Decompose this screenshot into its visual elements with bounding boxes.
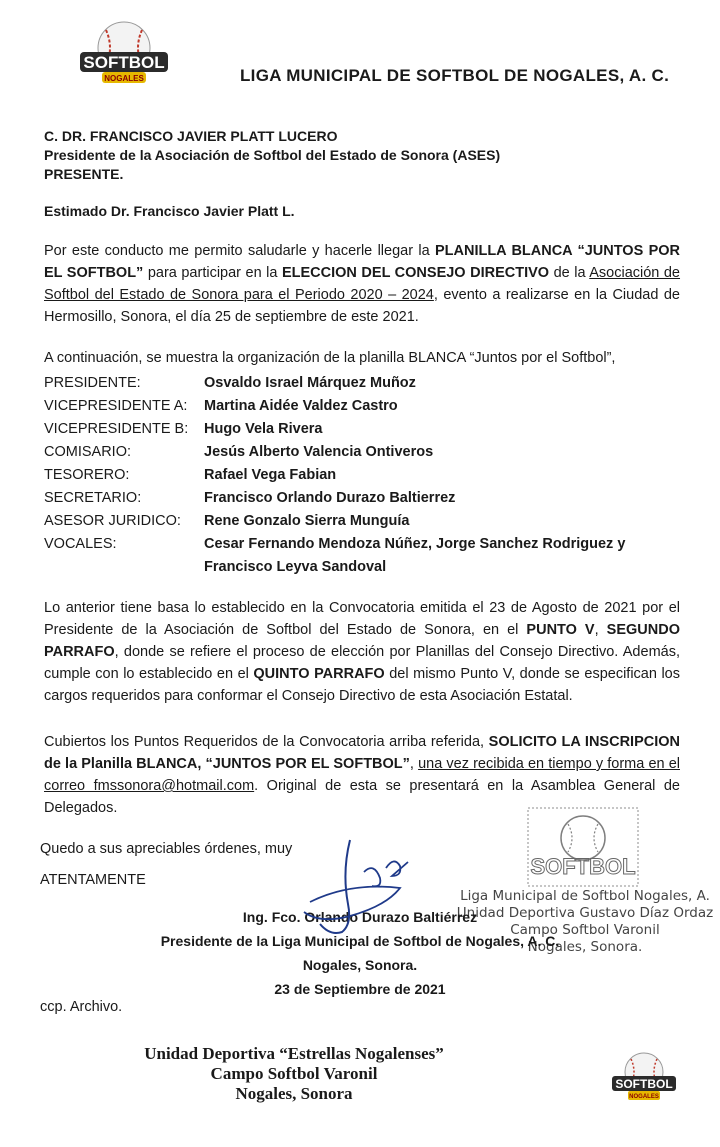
officer-name: Cesar Fernando Mendoza Núñez, Jorge Sanchez Rodriguez y Francisco Leyva Sandoval — [204, 536, 626, 575]
officer-row — [44, 487, 694, 510]
officer-row — [44, 533, 694, 579]
text-run: Por este conducto me permito saludarle y hacerle llegar la — [44, 243, 435, 259]
signer-name: Ing. Fco. Orlando Durazo Baltiérrez — [242, 909, 478, 925]
footer-line: Nogales, Sonora — [235, 1084, 353, 1103]
planilla-name: PLANILLA BLANCA “JUNTOS POR EL SOFTBOL” — [44, 243, 680, 281]
paragraph-intro — [44, 240, 680, 328]
officer-role: SECRETARIO: — [44, 490, 142, 506]
email-reference: una vez recibida en tiempo y forma en el correo fmssonora@hotmail.com — [44, 756, 680, 794]
handwritten-signature — [290, 832, 430, 942]
officer-name: Osvaldo Israel Márquez Muñoz — [204, 375, 416, 391]
officer-row — [44, 395, 694, 418]
signer-title: Presidente de la Liga Municipal de Softbol de Nogales, A. C. — [160, 933, 560, 949]
paragraph-organization: A continuación, se muestra la organización de la planilla BLANCA “Juntos por el Softbol”, — [44, 350, 616, 366]
softbol-logo — [74, 18, 174, 90]
officers-list — [44, 372, 694, 579]
officer-role: VICEPRESIDENTE B: — [44, 421, 189, 437]
signer-city: Nogales, Sonora. — [302, 957, 418, 973]
letterhead-title: LIGA MUNICIPAL DE SOFTBOL DE NOGALES, A. C. — [240, 66, 670, 85]
officer-row — [44, 510, 694, 533]
addressee-title: Presidente de la Asociación de Softbol del Estado de Sonora (ASES) — [44, 147, 501, 163]
addressee-presente: PRESENTE. — [44, 166, 124, 182]
election-name: ELECCION DEL CONSEJO DIRECTIVO — [281, 265, 550, 281]
officer-row — [44, 441, 694, 464]
stamp-line: Liga Municipal de Softbol Nogales, A. — [460, 888, 710, 904]
addressee-block — [44, 127, 500, 184]
svg-text:NOGALES: NOGALES — [104, 74, 144, 83]
officer-name: Rafael Vega Fabian — [204, 467, 337, 483]
officer-role: VOCALES: — [44, 536, 117, 552]
svg-text:SOFTBOL: SOFTBOL — [530, 854, 636, 879]
text-run: , donde se refiere el proceso de elección por Planillas del Consejo Directivo. Además, cumple con lo establecido en el — [44, 644, 680, 682]
stamp-line: Unidad Deportiva Gustavo Díaz Ordaz — [456, 905, 714, 921]
segundo-parrafo: SEGUNDO PARRAFO — [44, 622, 680, 660]
stamp-line: Nogales, Sonora. — [527, 939, 643, 955]
paragraph-basis — [44, 597, 680, 707]
officer-role: COMISARIO: — [44, 444, 132, 460]
svg-text:NOGALES: NOGALES — [629, 1094, 659, 1100]
officer-row — [44, 464, 694, 487]
footer-address — [114, 1044, 474, 1104]
officer-role: PRESIDENTE: — [44, 375, 141, 391]
greeting: Estimado Dr. Francisco Javier Platt L. — [44, 203, 295, 219]
addressee-name: C. DR. FRANCISCO JAVIER PLATT LUCERO — [44, 128, 338, 144]
svg-text:SOFTBOL: SOFTBOL — [83, 53, 165, 72]
closing-atentamente: ATENTAMENTE — [40, 872, 146, 888]
text-run: del mismo Punto V, donde se especifican los cargos requeridos para conformar el Consejo Directivo de esta Asociación Estatal. — [44, 666, 680, 704]
officer-row — [44, 418, 694, 441]
officer-name: Hugo Vela Rivera — [204, 421, 323, 437]
punto-v: PUNTO V — [526, 622, 595, 638]
text-run: Cubiertos los Puntos Requeridos de la Convocatoria arriba referida, — [44, 734, 489, 750]
ccp-archivo: ccp. Archivo. — [40, 999, 123, 1015]
officer-role: VICEPRESIDENTE A: — [44, 398, 188, 414]
officer-row — [44, 372, 694, 395]
officer-name: Rene Gonzalo Sierra Munguía — [204, 513, 410, 529]
text-run: , — [409, 756, 419, 772]
text-run: , evento a realizarse en la Ciudad de Hermosillo, Sonora, el día 25 de septiembre de este 2021. — [44, 287, 680, 325]
text-run: de la — [549, 265, 590, 281]
officer-name: Jesús Alberto Valencia Ontiveros — [204, 444, 434, 460]
stamp-line: Campo Softbol Varonil — [510, 922, 660, 938]
footer-softbol-logo — [608, 1050, 680, 1106]
svg-text:SOFTBOL: SOFTBOL — [615, 1077, 673, 1091]
text-run: . Original de esta se presentará en la Asamblea General de Delegados. — [44, 778, 680, 816]
officer-name: Martina Aidée Valdez Castro — [204, 398, 398, 414]
inscription-request: SOLICITO LA INSCRIPCION de la Planilla BLANCA, “JUNTOS POR EL SOFTBOL” — [44, 734, 680, 772]
quinto-parrafo: QUINTO PARRAFO — [253, 666, 385, 682]
footer-line: Campo Softbol Varonil — [210, 1064, 378, 1083]
text-run: para participar en la — [143, 265, 282, 281]
signature-date: 23 de Septiembre de 2021 — [274, 981, 446, 997]
association-period: Asociación de Softbol del Estado de Sonora para el Periodo 2020 – 2024 — [44, 265, 681, 303]
closing-line: Quedo a sus apreciables órdenes, muy — [40, 841, 293, 857]
text-run: Lo anterior tiene basa lo establecido en la Convocatoria emitida el 23 de Agosto de 2021 por el Presidente de la Asociación de Softbol del Estado de Sonora, en el — [44, 600, 680, 638]
text-run: , — [594, 622, 607, 638]
officer-name: Francisco Orlando Durazo Baltierrez — [204, 490, 456, 506]
footer-line: Unidad Deportiva “Estrellas Nogalenses” — [144, 1044, 444, 1063]
officer-role: TESORERO: — [44, 467, 130, 483]
officer-role: ASESOR JURIDICO: — [44, 513, 181, 529]
